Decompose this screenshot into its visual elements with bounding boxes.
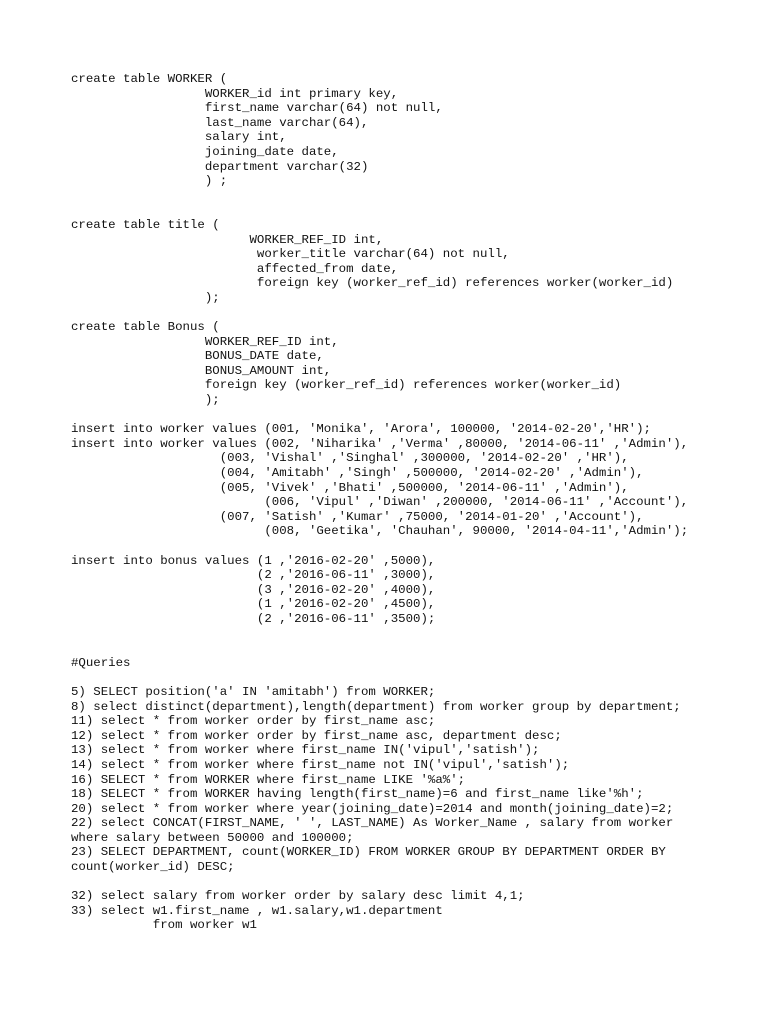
code-line: 14) select * from worker where first_name not IN('vipul','satish'); <box>71 757 570 772</box>
blank-line <box>71 203 751 218</box>
code-line: joining_date date, <box>71 144 339 159</box>
spacer <box>71 875 751 890</box>
code-line: WORKER_id int primary key, <box>71 86 399 101</box>
blank-line <box>71 539 751 554</box>
code-line: create table WORKER ( <box>71 72 228 86</box>
insert-worker-block <box>71 422 751 539</box>
code-line: (007, 'Satish' ,'Kumar' ,75000, '2014-01-20' ,'Account'), <box>71 509 644 524</box>
blank-line <box>71 875 751 890</box>
queries-block-2 <box>71 889 751 933</box>
queries-heading-block <box>71 656 751 671</box>
spacer <box>71 627 751 656</box>
code-line: ); <box>71 290 220 305</box>
code-line: (003, 'Vishal' ,'Singhal' ,300000, '2014-02-20' ,'HR'), <box>71 451 629 466</box>
code-line: count(worker_id) DESC; <box>71 860 235 875</box>
spacer <box>71 306 751 321</box>
blank-line <box>71 306 751 321</box>
code-line: 33) select w1.first_name , w1.salary,w1.department <box>71 903 443 918</box>
spacer <box>71 539 751 554</box>
code-line: (008, 'Geetika', 'Chauhan', 90000, '2014-04-11','Admin'); <box>71 524 689 539</box>
spacer <box>71 670 751 685</box>
queries-block <box>71 685 751 875</box>
code-line: (3 ,'2016-02-20' ,4000), <box>71 582 436 597</box>
code-line: 11) select * from worker order by first_name asc; <box>71 714 436 729</box>
code-line: foreign key (worker_ref_id) references worker(worker_id) <box>71 276 674 291</box>
code-line: create table Bonus ( <box>71 320 220 335</box>
code-line: 16) SELECT * from WORKER where first_name LIKE '%a%'; <box>71 772 466 787</box>
code-line: 8) select distinct(department),length(department) from worker group by department; <box>71 699 681 714</box>
create-bonus-block <box>71 320 751 408</box>
code-line: BONUS_DATE date, <box>71 349 324 364</box>
blank-line <box>71 641 751 656</box>
code-line: (1 ,'2016-02-20' ,4500), <box>71 597 436 612</box>
code-line: department varchar(32) <box>71 159 369 174</box>
code-line: (2 ,'2016-06-11' ,3000), <box>71 568 436 583</box>
blank-line <box>71 408 751 423</box>
insert-bonus-block <box>71 554 751 627</box>
blank-line <box>71 670 751 685</box>
code-line: insert into worker values (001, 'Monika', 'Arora', 100000, '2014-02-20','HR'); <box>71 422 651 437</box>
code-line: ) ; <box>71 174 228 189</box>
spacer <box>71 189 751 218</box>
code-line: foreign key (worker_ref_id) references worker(worker_id) <box>71 378 622 393</box>
code-line: last_name varchar(64), <box>71 115 369 130</box>
code-line: 18) SELECT * from WORKER having length(first_name)=6 and first_name like'%h'; <box>71 787 644 802</box>
code-line: WORKER_REF_ID int, <box>71 334 339 349</box>
code-line: (006, 'Vipul' ,'Diwan' ,200000, '2014-06-11' ,'Account'), <box>71 495 689 510</box>
create-title-block <box>71 218 751 306</box>
code-line: ); <box>71 393 220 408</box>
code-line: 32) select salary from worker order by salary desc limit 4,1; <box>71 889 525 904</box>
code-line: (004, 'Amitabh' ,'Singh' ,500000, '2014-02-20' ,'Admin'), <box>71 466 644 481</box>
code-line: from worker w1 <box>71 918 257 933</box>
code-line: 12) select * from worker order by first_name asc, department desc; <box>71 728 562 743</box>
code-line: WORKER_REF_ID int, <box>71 232 384 247</box>
code-line: 5) SELECT position('a' IN 'amitabh') from WORKER; <box>71 684 436 699</box>
code-line: (2 ,'2016-06-11' ,3500); <box>71 611 436 626</box>
code-line: 20) select * from worker where year(joining_date)=2014 and month(joining_date)=2; <box>71 801 674 816</box>
code-line: 22) select CONCAT(FIRST_NAME, ' ', LAST_NAME) As Worker_Name , salary from worker <box>71 816 674 831</box>
sql-document <box>71 72 751 933</box>
code-line: insert into worker values (002, 'Niharika' ,'Verma' ,80000, '2014-06-11' ,'Admin'), <box>71 436 689 451</box>
code-line: (005, 'Vivek' ,'Bhati' ,500000, '2014-06-11' ,'Admin'), <box>71 480 629 495</box>
code-line: insert into bonus values (1 ,'2016-02-20' ,5000), <box>71 553 436 568</box>
code-line: 23) SELECT DEPARTMENT, count(WORKER_ID) FROM WORKER GROUP BY DEPARTMENT ORDER BY <box>71 845 666 860</box>
create-worker-block <box>71 72 751 189</box>
code-line: BONUS_AMOUNT int, <box>71 363 332 378</box>
blank-line <box>71 189 751 204</box>
code-line: #Queries <box>71 655 131 670</box>
spacer <box>71 408 751 423</box>
code-line: affected_from date, <box>71 261 399 276</box>
code-line: create table title ( <box>71 217 220 232</box>
code-line: worker_title varchar(64) not null, <box>71 247 510 262</box>
code-line: 13) select * from worker where first_name IN('vipul','satish'); <box>71 743 540 758</box>
code-line: salary int, <box>71 130 287 145</box>
blank-line <box>71 627 751 642</box>
code-line: first_name varchar(64) not null, <box>71 101 443 116</box>
code-line: where salary between 50000 and 100000; <box>71 830 354 845</box>
